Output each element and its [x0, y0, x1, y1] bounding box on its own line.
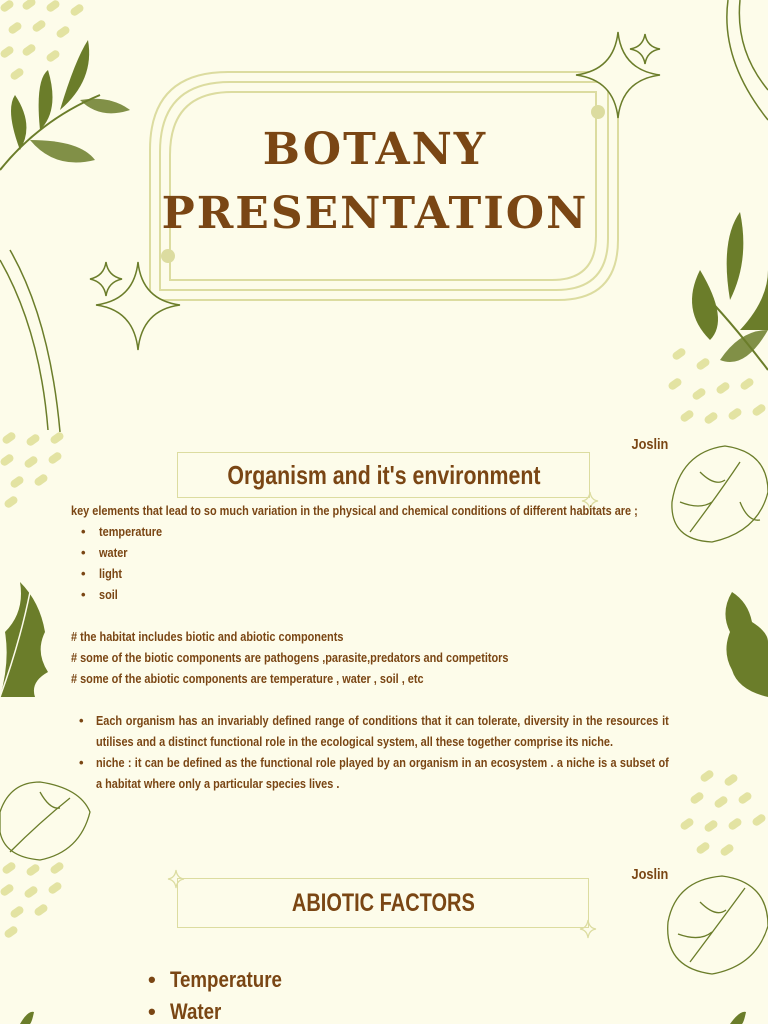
section-heading [177, 878, 589, 928]
author-name: Joslin [631, 436, 668, 453]
title-line-2: PRESENTATION [161, 188, 589, 239]
intro-paragraph [71, 500, 669, 521]
content-slide-organism [0, 432, 768, 862]
leaf-branch-top-left [0, 40, 130, 170]
list-item: • temperature [71, 521, 669, 542]
dot-pattern-top-left [0, 0, 85, 81]
section-heading-text: ABIOTIC FACTORS [291, 888, 475, 917]
note-line: # some of the biotic components are pathogens ,parasite,predators and competitors [71, 650, 509, 665]
dot-pattern-top-left [0, 432, 65, 509]
list-item: • light [71, 563, 669, 584]
dot-pattern-top-left [0, 862, 65, 939]
oak-leaf-right [725, 592, 768, 697]
dot-pattern-bottom-right [667, 347, 767, 426]
author-name: Joslin [631, 866, 668, 883]
leaf-branch-right [692, 212, 768, 370]
list-item: • niche : it can be defined as the functional role played by an organism in an ecosystem . a niche is a subset of a habitat where only a particular species lives . [71, 752, 669, 794]
list-item: • water [71, 542, 669, 563]
content-slide-abiotic [0, 862, 768, 1024]
vine-curve-left [0, 260, 48, 430]
title-frame [150, 72, 618, 300]
factor-list [71, 521, 669, 605]
vine-curve-right [727, 0, 768, 120]
abiotic-factor-list [148, 964, 302, 1024]
list-item: • Water [148, 996, 302, 1024]
note-line: # the habitat includes biotic and abiotic components [71, 629, 344, 644]
list-item: • Each organism has an invariably defined range of conditions that it can tolerate, diversity in the resources it utilises and a distinct functional role in the ecological system, all these together comprise its niche. [71, 710, 669, 752]
section-heading [177, 452, 590, 498]
intro-text: key elements that lead to so much variation in the physical and chemical conditions of different habitats are ; [71, 503, 638, 518]
note-line: # some of the abiotic components are temperature , water , soil , etc [71, 671, 424, 686]
monstera-leaf-outline-right [668, 876, 768, 974]
oak-leaf-left [0, 582, 48, 697]
list-item: • Temperature [148, 964, 302, 996]
leaf-tips-bottom [20, 1012, 746, 1024]
title-slide [0, 0, 768, 432]
title-line-1: BOTANY [262, 124, 488, 175]
section-heading-text: Organism and it's environment [226, 459, 541, 490]
niche-paragraphs [71, 710, 669, 794]
list-item: • soil [71, 584, 669, 605]
slide-body [71, 500, 669, 794]
